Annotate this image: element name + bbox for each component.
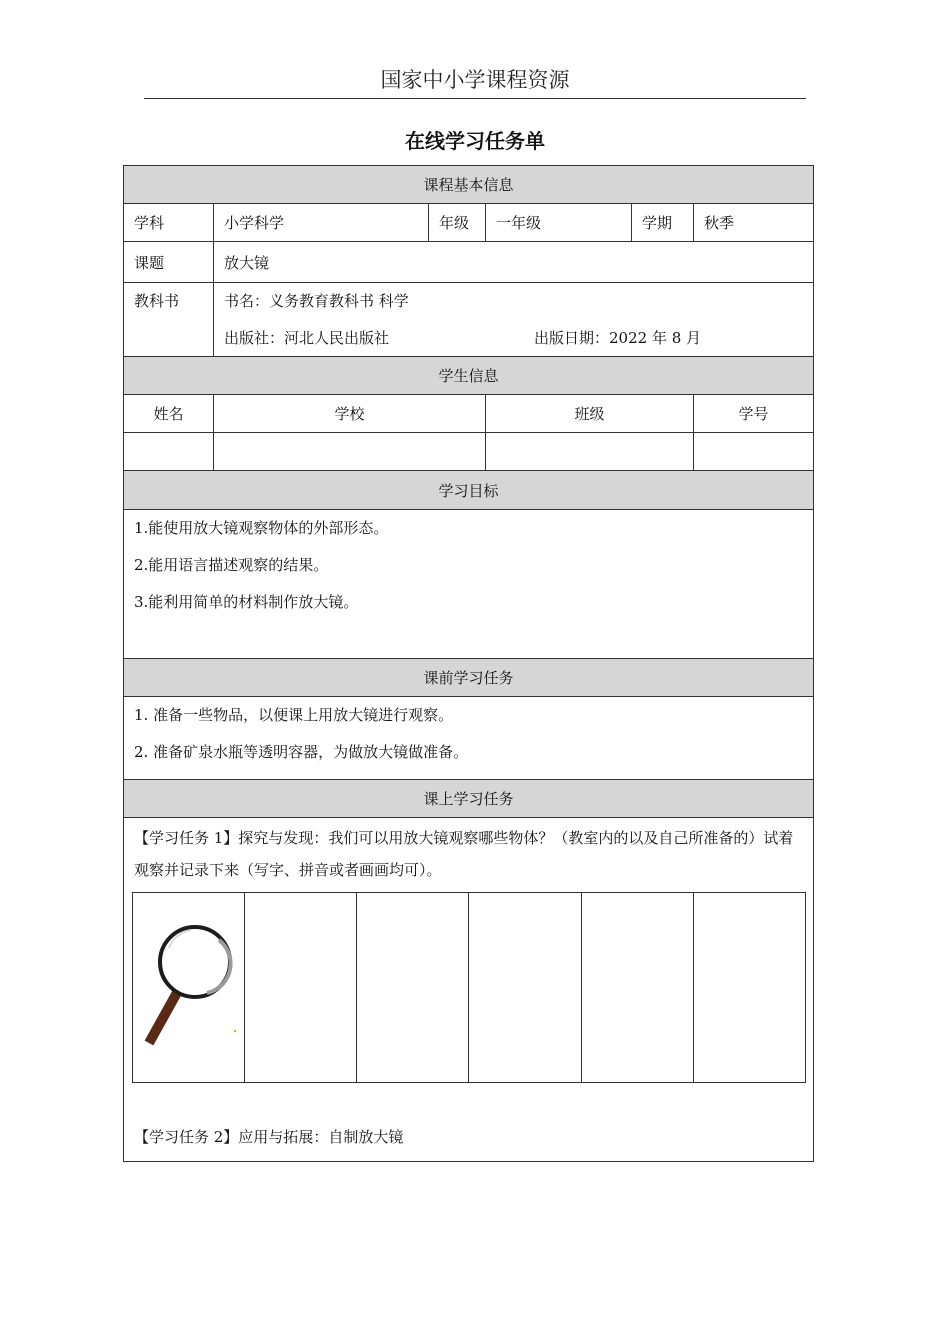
column-student-id: 学号 [694,395,814,433]
textbook-info [214,283,814,357]
textbook-label [124,283,214,357]
school-input-cell[interactable] [214,433,486,471]
pre-class-list [124,697,814,780]
observation-grid [132,892,806,1083]
in-class-tasks [124,818,814,1162]
observation-cell-magnifier [133,893,245,1083]
objective-item: 3.能利用简单的材料制作放大镜。 [134,593,359,611]
textbook-label-text: 教科书 [134,292,180,310]
student-id-input-cell[interactable] [694,433,814,471]
term-value: 秋季 [694,204,814,242]
observation-cell[interactable] [693,893,805,1083]
magnifying-glass-icon [133,893,244,1078]
column-school: 学校 [214,395,486,433]
subject-value: 小学科学 [214,204,429,242]
header-title: 国家中小学课程资源 [380,68,570,92]
task-sheet-table [123,165,814,1162]
column-class: 班级 [486,395,694,433]
observation-cell[interactable] [357,893,469,1083]
observation-cell[interactable] [245,893,357,1083]
term-label: 学期 [632,204,694,242]
objective-item: 1.能使用放大镜观察物体的外部形态。 [134,519,389,537]
section-student-info: 学生信息 [124,357,814,395]
objective-item: 2.能用语言描述观察的结果。 [134,556,329,574]
observation-cell[interactable] [469,893,581,1083]
task-1-description: 【学习任务 1】探究与发现：我们可以用放大镜观察哪些物体？（教室内的以及自己所准备的）试着观察并记录下来（写字、拼音或者画画均可）。 [134,829,794,879]
pre-class-item: 1. 准备一些物品，以便课上用放大镜进行观察。 [134,706,454,724]
objectives-list [124,510,814,659]
textbook-publisher: 出版社：河北人民出版社 [224,329,390,347]
section-in-class: 课上学习任务 [124,780,814,818]
document-title: 在线学习任务单 [405,129,545,153]
subject-label: 学科 [124,204,214,242]
section-pre-class: 课前学习任务 [124,659,814,697]
observation-cell[interactable] [581,893,693,1083]
column-name: 姓名 [124,395,214,433]
topic-label: 课题 [124,242,214,283]
section-course-info: 课程基本信息 [124,166,814,204]
task-2-description: 【学习任务 2】应用与拓展：自制放大镜 [134,1128,404,1146]
pre-class-item: 2. 准备矿泉水瓶等透明容器，为做放大镜做准备。 [134,743,469,761]
name-input-cell[interactable] [124,433,214,471]
class-input-cell[interactable] [486,433,694,471]
textbook-name: 书名：义务教育教科书 科学 [224,292,409,310]
grade-value: 一年级 [486,204,632,242]
textbook-publish-date: 出版日期：2022 年 8 月 [534,329,702,347]
header-rule [144,98,806,99]
section-objectives: 学习目标 [124,471,814,510]
topic-value: 放大镜 [214,242,814,283]
grade-label: 年级 [429,204,486,242]
